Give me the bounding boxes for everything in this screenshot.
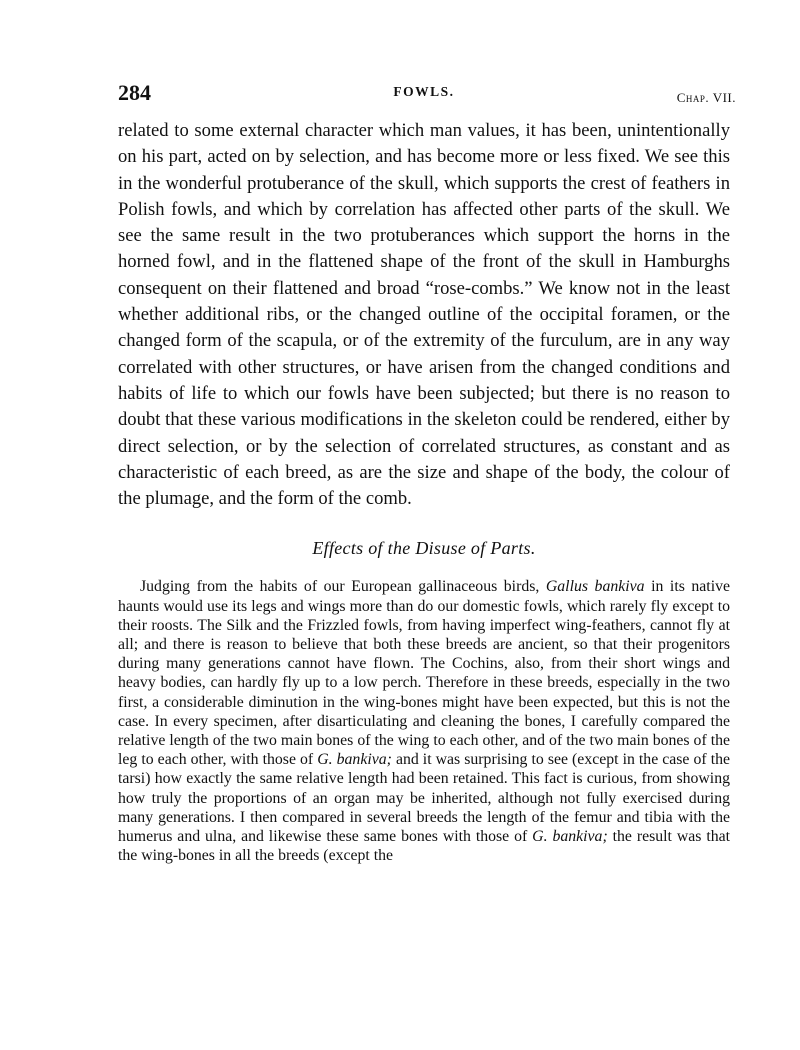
species-name: Gallus bankiva	[545, 578, 645, 596]
body-paragraph-correlation: related to some external character which man values, it has been, unintentionally on his part, acted on by selection, and has become more or less fixed. We see this in the wonderful protuberance of the skull, which supports the crest of feathers in Polish fowls, and which by correlation has affected other parts of the skull. We see the same result in the two protuberances which support the horns in the horned fowl, and in the flattened shape of the front of the skull in Hamburghs consequent on their flattened and broad “rose-combs.” We know not in the least whether additional ribs, or the changed outline of the occipital foramen, or the changed form of the scapula, or of the extremity of the furculum, are in any way correlated with other structures, or have arisen from the changed conditions and habits of life to which our fowls have been subjected; but there is no reason to doubt that these various modifications in the skeleton could be rendered, either by direct selection, or by the selection of correlated structures, as constant and as characteristic of each breed, as are the size and shape of the body, the colour of the plumage, and the form of the comb.	[118, 120, 730, 510]
page-number: 284	[118, 80, 151, 105]
species-name: G. bankiva;	[317, 751, 392, 769]
text-run: in its native haunts would use its legs and wings more than do our domestic fowls, which rarely fly except to their roosts. The Silk and the Frizzled fowls, from having imperfect wing-feathers, cannot fly at all; and there is reason to believe that both these breeds are ancient, so that their progenitors during many generations cannot have flown. The Cochins, also, from their short wings and heavy bodies, can hardly fly up to a low perch. Therefore in these breeds, especially in the two first, a considerable diminution in the wing-bones might have been expected, but this is not the case. In every specimen, after disarticulating and cleaning the bones, I carefully compared the relative length of the two main bones of the wing to each other, and of the two main bones of the leg to each other, with those of	[118, 578, 730, 769]
text-run: and it was surprising to see (except in the case of the tarsi) how exactly the same relative length had been retained. This fact is curious, from showing how truly the proportions of an organ may be inherited, although not fully exercised during many generations. I then compared in several breeds the length of the femur and tibia with the humerus and ulna, and likewise these same bones with those of	[118, 751, 730, 846]
section-heading: Effects of the Disuse of Parts.	[312, 538, 536, 559]
chapter-reference: Chap. VII.	[676, 90, 736, 105]
text-run: Judging from the habits of our European gallinaceous birds,	[140, 578, 546, 596]
body-paragraph-disuse	[118, 577, 730, 865]
text-run: the result was that the wing-bones in all the breeds (except the	[118, 828, 731, 865]
running-title: FOWLS.	[393, 84, 455, 99]
running-head	[118, 78, 736, 118]
book-page	[118, 78, 736, 866]
species-name: G. bankiva;	[532, 828, 608, 846]
